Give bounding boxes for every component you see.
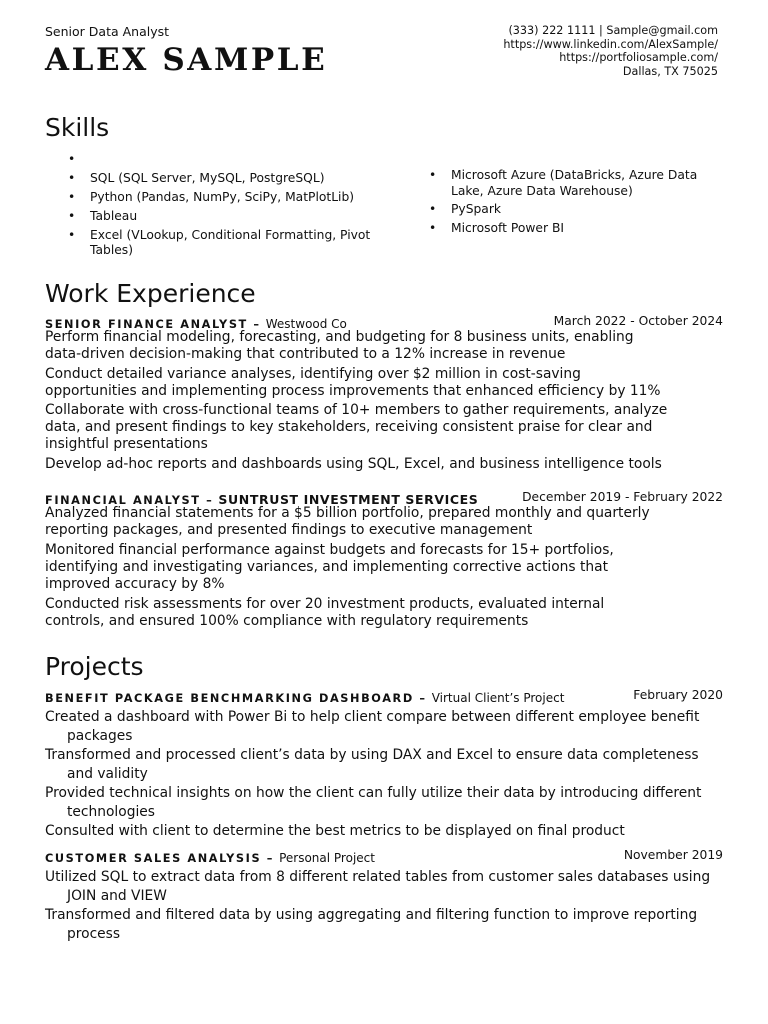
skill-item: • Python (Pandas, NumPy, SciPy, MatPlotLib) <box>68 190 355 205</box>
bullet-icon: • <box>68 227 76 242</box>
project-header <box>45 687 564 706</box>
skill-item: • PySpark <box>429 202 502 217</box>
project-bullet: Transformed and filtered data by using aggregating and filtering function to improve reporting process <box>45 907 698 942</box>
project-date: February 2020 <box>633 688 723 702</box>
job-title: FINANCIAL ANALYST – <box>45 494 214 507</box>
skills-column-1 <box>68 152 410 262</box>
job-bullet: Develop ad-hoc reports and dashboards using SQL, Excel, and business intelligence tools <box>45 456 662 472</box>
bullet-icon: • <box>429 168 437 182</box>
job-bullet: Perform financial modeling, forecasting, and budgeting for 8 business units, enabling data-driven decision-making that contributed to a 12% increase in revenue <box>45 329 634 362</box>
resume-subtitle: Senior Data Analyst <box>45 24 170 39</box>
project-title: BENEFIT PACKAGE BENCHMARKING DASHBOARD – <box>45 692 427 705</box>
project-header <box>45 847 375 866</box>
skill-item: • SQL (SQL Server, MySQL, PostgreSQL) <box>68 171 325 186</box>
project-bullet: Consulted with client to determine the best metrics to be displayed on final product <box>45 823 625 839</box>
skills-heading: Skills <box>45 113 110 142</box>
job-company: Westwood Co <box>265 317 347 331</box>
project-date: November 2019 <box>623 848 723 862</box>
project-bullet: Created a dashboard with Power Bi to help client compare between different employee benefit packages <box>45 709 700 744</box>
project-client: Virtual Client’s Project <box>431 691 565 705</box>
job-title: SENIOR FINANCE ANALYST – <box>45 318 261 331</box>
contact-linkedin[interactable]: https://www.linkedin.com/AlexSample/ <box>503 37 718 51</box>
projects-heading: Projects <box>45 652 144 681</box>
contact-block <box>503 24 718 78</box>
job-bullet: Collaborate with cross-functional teams of 10+ members to gather requirements, analyze data, and present findings to key stakeholders, receiving consistent praise for clear and insightful presentations <box>45 402 668 452</box>
job-bullet: Conduct detailed variance analyses, identifying over $2 million in cost-saving opportunities and implementing process improvements that enhanced efficiency by 11% <box>45 366 661 399</box>
resume-name: ALEX SAMPLE <box>45 42 328 78</box>
work-experience-heading: Work Experience <box>45 279 256 308</box>
project-bullet: Utilized SQL to extract data from 8 different related tables from customer sales databases using JOIN and VIEW <box>45 869 711 904</box>
project-client: Personal Project <box>279 851 375 865</box>
job-bullet: Monitored financial performance against budgets and forecasts for 15+ portfolios, identifying and investigating variances, and implementing corrective actions that improved accuracy by 8% <box>45 542 614 592</box>
bullet-icon: • <box>68 171 76 186</box>
skill-item: • Microsoft Power BI <box>429 221 565 236</box>
skill-item: • Tableau <box>68 208 138 223</box>
bullet-icon: • <box>68 152 76 166</box>
job-date: March 2022 - October 2024 <box>553 314 723 328</box>
job-date: December 2019 - February 2022 <box>522 490 723 504</box>
bullet-icon: • <box>429 221 437 236</box>
bullet-icon: • <box>68 208 76 223</box>
project-bullet: Transformed and processed client’s data by using DAX and Excel to ensure data completeness and validity <box>45 747 699 782</box>
project-bullet: Provided technical insights on how the client can fully utilize their data by introducing different technologies <box>45 785 702 820</box>
contact-location: Dallas, TX 75025 <box>622 64 718 78</box>
skill-item: • Excel (VLookup, Conditional Formatting, Pivot Tables) <box>68 227 371 258</box>
job-bullet: Conducted risk assessments for over 20 investment products, evaluated internal controls, and ensured 100% compliance with regulatory requirements <box>45 596 605 629</box>
project-title: CUSTOMER SALES ANALYSIS – <box>45 852 274 865</box>
job-bullet: Analyzed financial statements for a $5 billion portfolio, prepared monthly and quarterly reporting packages, and presented findings to executive management <box>45 505 650 538</box>
skills-column-2 <box>429 168 721 240</box>
skill-item: • Microsoft Azure (DataBricks, Azure Data Lake, Azure Data Warehouse) <box>429 168 698 198</box>
job-company: SUNTRUST INVESTMENT SERVICES <box>218 492 479 507</box>
contact-phone-email: (333) 222 1111 | Sample@gmail.com <box>508 24 718 37</box>
contact-portfolio[interactable]: https://portfoliosample.com/ <box>559 51 718 65</box>
bullet-icon: • <box>429 202 437 217</box>
bullet-icon: • <box>68 190 76 205</box>
skill-item <box>68 152 410 168</box>
